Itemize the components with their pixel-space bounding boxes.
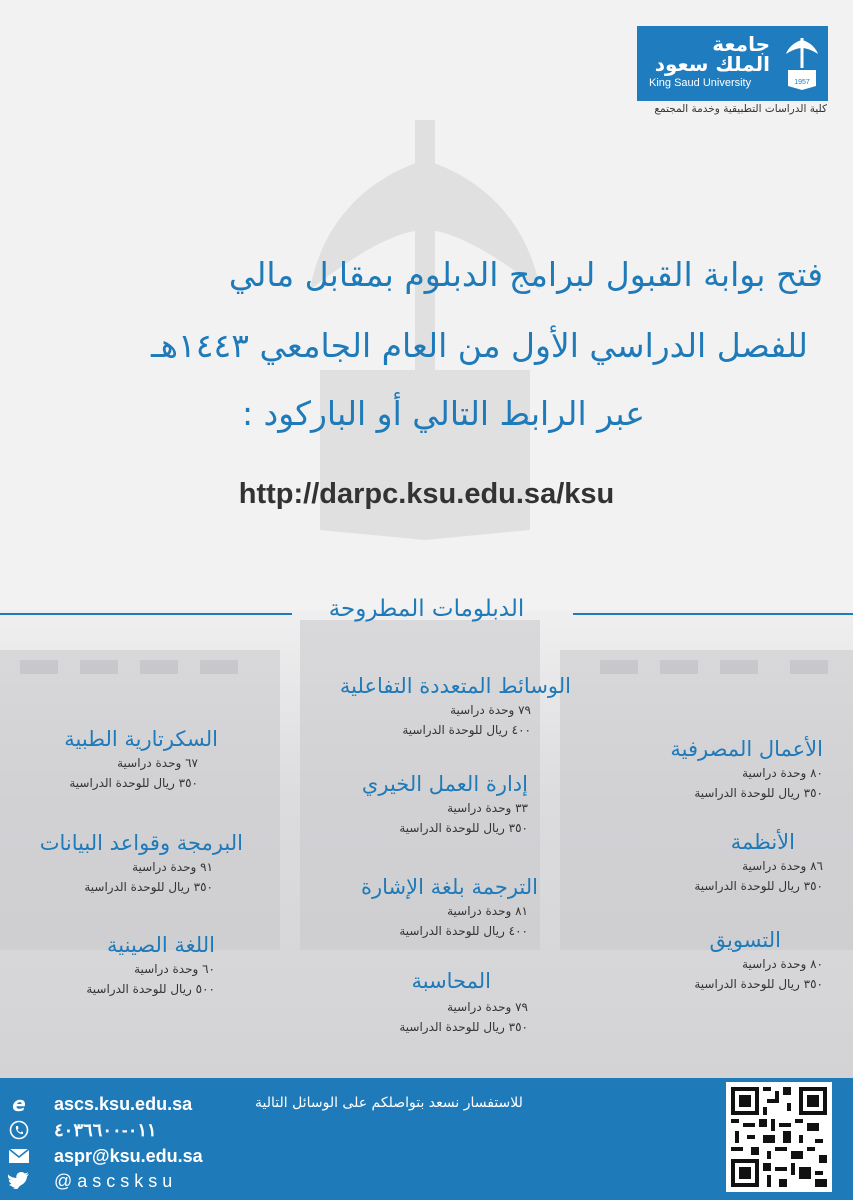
program-name: اللغة الصينية bbox=[107, 933, 215, 957]
program-charity bbox=[362, 770, 528, 838]
phone-icon bbox=[8, 1120, 30, 1140]
website-link[interactable]: ascs.ksu.edu.sa bbox=[54, 1094, 193, 1114]
program-name: الوسائط المتعددة التفاعلية bbox=[339, 674, 571, 698]
program-name: الأنظمة bbox=[730, 830, 795, 854]
program-units: ٦٧ وحدة دراسية bbox=[117, 756, 198, 770]
logo-arabic-line2: الملك سعود bbox=[654, 52, 770, 76]
email-icon bbox=[8, 1146, 30, 1166]
program-multimedia bbox=[340, 672, 571, 740]
headline-line-2: للفصل الدراسي الأول من العام الجامعي ١٤٤٣هـ bbox=[150, 326, 808, 365]
program-price: ٣٥٠ ريال للوحدة الدراسية bbox=[84, 880, 213, 894]
program-price: ٥٠٠ ريال للوحدة الدراسية bbox=[86, 982, 215, 996]
headline-line-1: فتح بوابة القبول لبرامج الدبلوم بمقابل مالي bbox=[228, 255, 823, 294]
program-price: ٣٥٠ ريال للوحدة الدراسية bbox=[399, 1020, 528, 1034]
program-programming-db bbox=[40, 829, 243, 897]
program-name: التسويق bbox=[709, 928, 781, 952]
section-title: الدبلومات المطروحة bbox=[328, 596, 525, 622]
program-units: ٨٠ وحدة دراسية bbox=[742, 957, 823, 971]
program-medical-secretary bbox=[64, 725, 218, 793]
program-name: البرمجة وقواعد البيانات bbox=[39, 831, 243, 855]
logo-english-name: King Saud University bbox=[649, 77, 752, 89]
logo-arabic-name bbox=[650, 34, 770, 74]
emblem-year: 1957 bbox=[794, 79, 810, 86]
palm-emblem-icon bbox=[782, 34, 822, 94]
program-price: ٣٥٠ ريال للوحدة الدراسية bbox=[694, 879, 823, 893]
program-units: ٣٣ وحدة دراسية bbox=[447, 801, 528, 815]
program-systems bbox=[694, 828, 823, 896]
program-accounting-details bbox=[399, 997, 528, 1037]
program-sign-language bbox=[361, 873, 538, 941]
program-price: ٣٥٠ ريال للوحدة الدراسية bbox=[399, 821, 528, 835]
program-price: ٣٥٠ ريال للوحدة الدراسية bbox=[694, 786, 823, 800]
program-name: المحاسبة bbox=[411, 969, 491, 993]
program-name: السكرتارية الطبية bbox=[64, 727, 218, 751]
program-units: ٨٦ وحدة دراسية bbox=[742, 859, 823, 873]
qr-code[interactable] bbox=[726, 1082, 832, 1192]
program-accounting bbox=[411, 967, 491, 995]
program-units: ٩١ وحدة دراسية bbox=[132, 860, 213, 874]
program-name: الأعمال المصرفية bbox=[670, 737, 823, 761]
program-price: ٣٥٠ ريال للوحدة الدراسية bbox=[69, 776, 198, 790]
program-units: ٧٩ وحدة دراسية bbox=[447, 1000, 528, 1014]
program-price: ٤٠٠ ريال للوحدة الدراسية bbox=[402, 723, 531, 737]
program-units: ٦٠ وحدة دراسية bbox=[134, 962, 215, 976]
program-name: الترجمة بلغة الإشارة bbox=[360, 875, 538, 899]
phone-number[interactable]: ٠١١-٤٠٣٦٦٠٠ bbox=[54, 1120, 157, 1140]
college-name: كلية الدراسات التطبيقية وخدمة المجتمع bbox=[654, 103, 827, 115]
program-price: ٣٥٠ ريال للوحدة الدراسية bbox=[694, 977, 823, 991]
program-price: ٤٠٠ ريال للوحدة الدراسية bbox=[399, 924, 528, 938]
program-marketing bbox=[694, 926, 823, 994]
twitter-icon bbox=[8, 1171, 30, 1191]
program-units: ٧٩ وحدة دراسية bbox=[450, 703, 531, 717]
headline-line-3: عبر الرابط التالي أو الباركود : bbox=[241, 394, 645, 433]
web-icon: e bbox=[12, 1092, 26, 1116]
logo-arabic-line1: جامعة bbox=[712, 32, 770, 56]
admission-link[interactable]: http://darpc.ksu.edu.sa/ksu bbox=[238, 478, 615, 510]
qr-code-pattern bbox=[731, 1087, 827, 1187]
program-units: ٨١ وحدة دراسية bbox=[447, 904, 528, 918]
email-address[interactable]: aspr@ksu.edu.sa bbox=[54, 1146, 203, 1166]
program-units: ٨٠ وحدة دراسية bbox=[742, 766, 823, 780]
program-banking bbox=[670, 735, 823, 803]
ksu-logo bbox=[637, 26, 828, 101]
inquiry-text: للاستفسار نسعد بتواصلكم على الوسائل التالية bbox=[255, 1095, 523, 1111]
program-chinese bbox=[86, 931, 215, 999]
twitter-handle[interactable]: @ascsksu bbox=[54, 1171, 178, 1191]
program-name: إدارة العمل الخيري bbox=[361, 772, 528, 796]
